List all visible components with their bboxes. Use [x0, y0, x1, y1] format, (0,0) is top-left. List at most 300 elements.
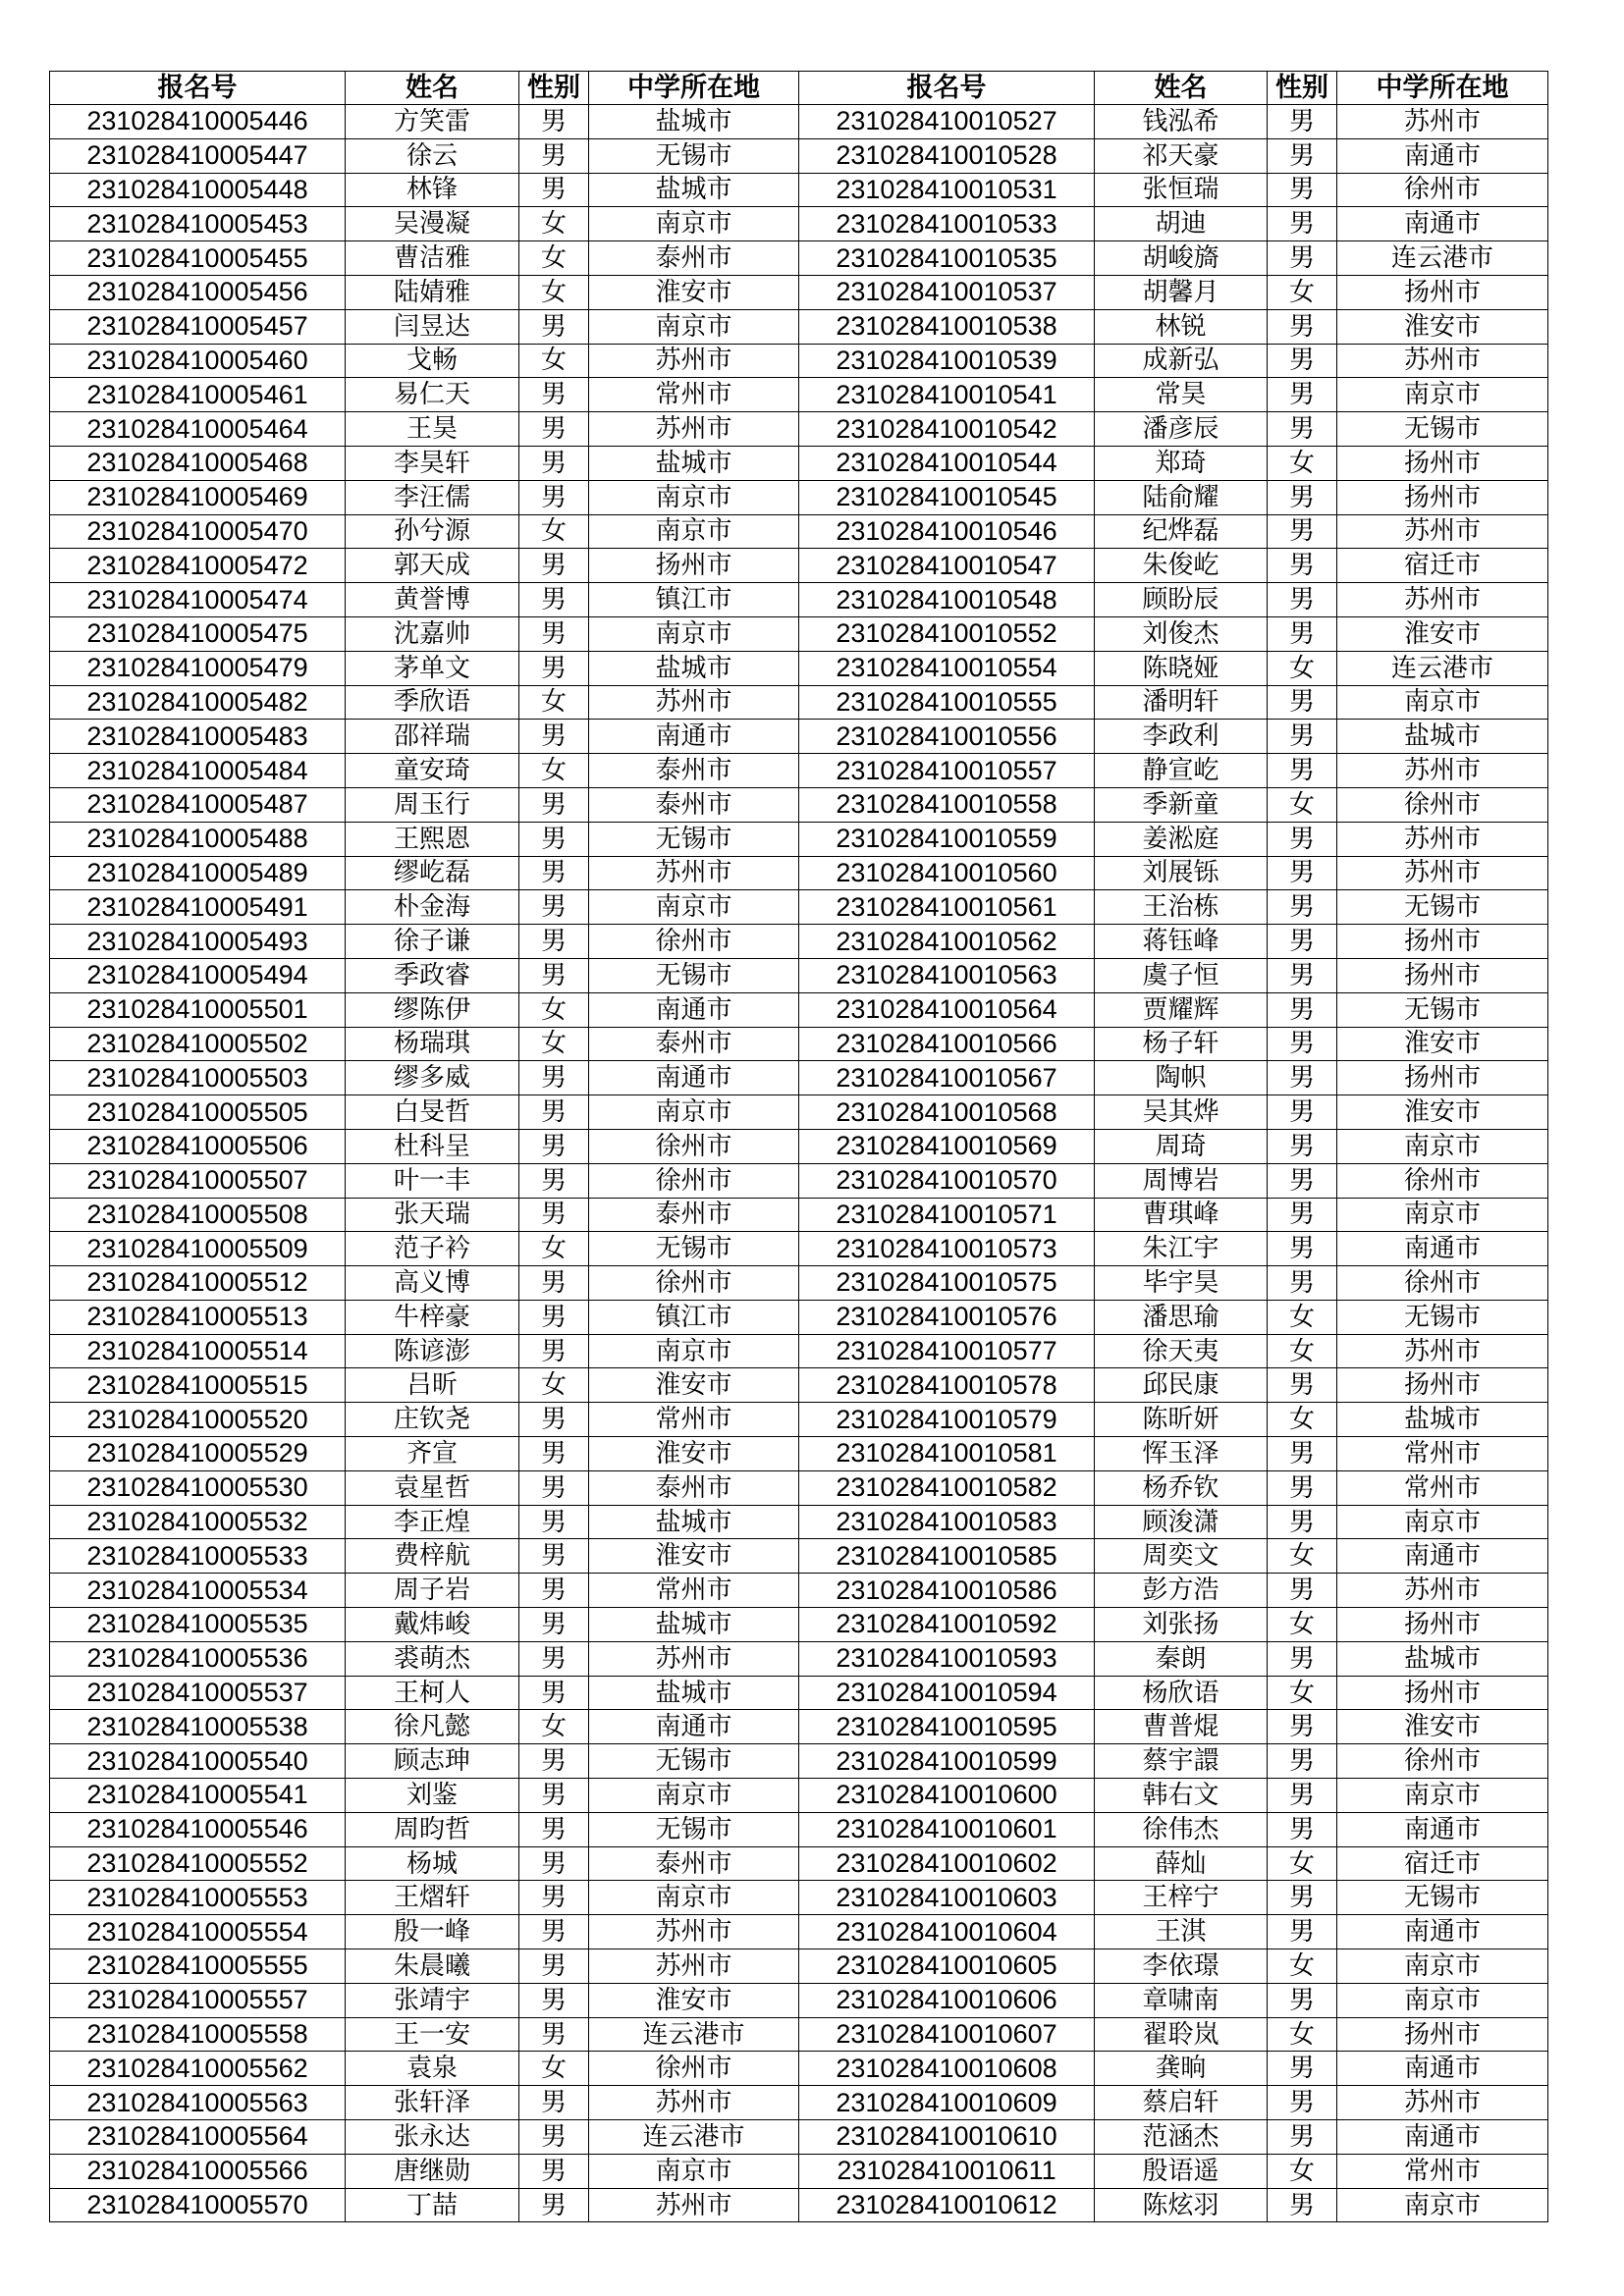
cell-id: 231028410005448: [50, 173, 346, 207]
table-row: [50, 207, 1548, 241]
cell-name: 龚晌: [1095, 2052, 1268, 2086]
cell-gender: 男: [519, 2120, 589, 2155]
cell-id: 231028410010581: [799, 1437, 1095, 1471]
cell-gender: 男: [1268, 1779, 1337, 1813]
cell-school-location: 徐州市: [1337, 1163, 1548, 1198]
cell-id: 231028410010566: [799, 1027, 1095, 1061]
cell-name: 张天瑞: [346, 1198, 519, 1232]
cell-name: 戴炜峻: [346, 1608, 519, 1642]
cell-school-location: 南通市: [1337, 2120, 1548, 2155]
cell-name: 周奕文: [1095, 1539, 1268, 1574]
cell-gender: 男: [1268, 1198, 1337, 1232]
cell-name: 王梓宁: [1095, 1881, 1268, 1915]
roster-table: [49, 71, 1548, 2222]
table-row: [50, 1505, 1548, 1539]
cell-school-location: 南通市: [589, 992, 799, 1027]
cell-gender: 男: [1268, 992, 1337, 1027]
cell-gender: 男: [519, 309, 589, 344]
header-name: 姓名: [1095, 72, 1268, 105]
cell-id: 231028410005482: [50, 685, 346, 720]
cell-gender: 女: [519, 754, 589, 788]
cell-school-location: 宿迁市: [1337, 1846, 1548, 1881]
cell-id: 231028410005453: [50, 207, 346, 241]
cell-gender: 男: [519, 787, 589, 822]
cell-id: 231028410005472: [50, 549, 346, 583]
table-row: [50, 1334, 1548, 1368]
cell-school-location: 苏州市: [589, 1949, 799, 1984]
cell-gender: 男: [1268, 1266, 1337, 1301]
cell-school-location: 南京市: [1337, 378, 1548, 412]
cell-id: 231028410005530: [50, 1470, 346, 1505]
cell-id: 231028410005474: [50, 583, 346, 617]
cell-name: 张恒瑞: [1095, 173, 1268, 207]
cell-school-location: 扬州市: [1337, 958, 1548, 992]
cell-name: 周子岩: [346, 1574, 519, 1608]
cell-gender: 男: [1268, 1641, 1337, 1676]
cell-name: 陆婧雅: [346, 275, 519, 309]
cell-id: 231028410005506: [50, 1129, 346, 1163]
cell-id: 231028410005570: [50, 2188, 346, 2222]
cell-id: 231028410005505: [50, 1095, 346, 1130]
cell-name: 杨欣语: [1095, 1676, 1268, 1710]
cell-gender: 男: [519, 412, 589, 447]
cell-school-location: 苏州市: [1337, 514, 1548, 549]
cell-school-location: 镇江市: [589, 583, 799, 617]
cell-id: 231028410010592: [799, 1608, 1095, 1642]
cell-name: 杨城: [346, 1846, 519, 1881]
cell-school-location: 连云港市: [589, 2017, 799, 2052]
cell-school-location: 南通市: [1337, 1812, 1548, 1846]
cell-gender: 男: [1268, 616, 1337, 651]
cell-name: 白旻哲: [346, 1095, 519, 1130]
cell-id: 231028410010571: [799, 1198, 1095, 1232]
cell-name: 王柯人: [346, 1676, 519, 1710]
cell-name: 张轩泽: [346, 2086, 519, 2120]
cell-school-location: 苏州市: [589, 344, 799, 378]
cell-gender: 男: [519, 651, 589, 685]
cell-school-location: 盐城市: [589, 173, 799, 207]
cell-gender: 女: [1268, 275, 1337, 309]
cell-school-location: 南京市: [1337, 1983, 1548, 2017]
cell-name: 牛梓豪: [346, 1300, 519, 1334]
cell-id: 231028410010608: [799, 2052, 1095, 2086]
cell-gender: 男: [519, 1744, 589, 1779]
cell-id: 231028410005455: [50, 241, 346, 276]
cell-id: 231028410010578: [799, 1368, 1095, 1403]
cell-id: 231028410010611: [799, 2154, 1095, 2188]
cell-gender: 男: [519, 1846, 589, 1881]
table-row: [50, 992, 1548, 1027]
cell-school-location: 南京市: [1337, 2188, 1548, 2222]
cell-school-location: 徐州市: [1337, 1744, 1548, 1779]
cell-id: 231028410010583: [799, 1505, 1095, 1539]
cell-gender: 男: [1268, 514, 1337, 549]
cell-id: 231028410010577: [799, 1334, 1095, 1368]
cell-gender: 女: [519, 1368, 589, 1403]
cell-school-location: 无锡市: [589, 1232, 799, 1266]
cell-school-location: 苏州市: [589, 412, 799, 447]
cell-gender: 男: [519, 1676, 589, 1710]
cell-name: 裘萌杰: [346, 1641, 519, 1676]
cell-name: 蒋钰峰: [1095, 925, 1268, 959]
cell-school-location: 徐州市: [589, 925, 799, 959]
cell-gender: 男: [1268, 105, 1337, 139]
cell-id: 231028410010544: [799, 446, 1095, 480]
cell-school-location: 徐州市: [589, 2052, 799, 2086]
cell-school-location: 泰州市: [589, 1470, 799, 1505]
cell-gender: 女: [519, 514, 589, 549]
cell-id: 231028410010599: [799, 1744, 1095, 1779]
cell-school-location: 苏州市: [1337, 344, 1548, 378]
cell-id: 231028410005483: [50, 720, 346, 754]
cell-name: 陈炫羽: [1095, 2188, 1268, 2222]
cell-id: 231028410010600: [799, 1779, 1095, 1813]
cell-gender: 男: [519, 1505, 589, 1539]
cell-gender: 男: [519, 616, 589, 651]
cell-gender: 女: [519, 241, 589, 276]
cell-name: 吴其烨: [1095, 1095, 1268, 1130]
cell-school-location: 盐城市: [589, 446, 799, 480]
cell-school-location: 扬州市: [1337, 2017, 1548, 2052]
header-gender: 性别: [519, 72, 589, 105]
cell-id: 231028410010561: [799, 890, 1095, 925]
cell-id: 231028410010547: [799, 549, 1095, 583]
cell-id: 231028410005557: [50, 1983, 346, 2017]
cell-name: 孙兮源: [346, 514, 519, 549]
cell-gender: 男: [1268, 378, 1337, 412]
cell-school-location: 淮安市: [589, 1983, 799, 2017]
cell-school-location: 南京市: [589, 1095, 799, 1130]
cell-id: 231028410005541: [50, 1779, 346, 1813]
table-row: [50, 514, 1548, 549]
cell-gender: 男: [519, 1403, 589, 1437]
cell-name: 刘俊杰: [1095, 616, 1268, 651]
table-row: [50, 1470, 1548, 1505]
cell-id: 231028410005512: [50, 1266, 346, 1301]
cell-id: 231028410005488: [50, 822, 346, 856]
cell-school-location: 南通市: [589, 1061, 799, 1095]
cell-school-location: 泰州市: [589, 787, 799, 822]
cell-id: 231028410010612: [799, 2188, 1095, 2222]
cell-gender: 男: [1268, 1744, 1337, 1779]
cell-school-location: 淮安市: [1337, 616, 1548, 651]
cell-id: 231028410005564: [50, 2120, 346, 2155]
cell-gender: 男: [1268, 685, 1337, 720]
cell-id: 231028410005457: [50, 309, 346, 344]
cell-school-location: 常州市: [589, 1574, 799, 1608]
cell-id: 231028410010579: [799, 1403, 1095, 1437]
cell-id: 231028410005508: [50, 1198, 346, 1232]
cell-school-location: 南京市: [1337, 1129, 1548, 1163]
cell-school-location: 南京市: [1337, 685, 1548, 720]
table-row: [50, 2017, 1548, 2052]
cell-gender: 男: [1268, 2188, 1337, 2222]
cell-name: 茅单文: [346, 651, 519, 685]
cell-gender: 男: [519, 446, 589, 480]
cell-name: 缪屹磊: [346, 856, 519, 890]
cell-gender: 男: [519, 925, 589, 959]
cell-name: 杨子轩: [1095, 1027, 1268, 1061]
table-row: [50, 549, 1548, 583]
table-row: [50, 1641, 1548, 1676]
cell-name: 方笑雷: [346, 105, 519, 139]
cell-gender: 男: [519, 1641, 589, 1676]
cell-id: 231028410005475: [50, 616, 346, 651]
cell-school-location: 南通市: [1337, 1232, 1548, 1266]
cell-id: 231028410005460: [50, 344, 346, 378]
cell-gender: 男: [519, 1129, 589, 1163]
cell-school-location: 苏州市: [1337, 2086, 1548, 2120]
cell-id: 231028410005515: [50, 1368, 346, 1403]
cell-name: 蔡启轩: [1095, 2086, 1268, 2120]
cell-gender: 女: [519, 992, 589, 1027]
cell-gender: 男: [1268, 720, 1337, 754]
cell-name: 邵祥瑞: [346, 720, 519, 754]
cell-gender: 男: [1268, 1470, 1337, 1505]
cell-school-location: 无锡市: [589, 958, 799, 992]
cell-school-location: 苏州市: [589, 1641, 799, 1676]
cell-school-location: 淮安市: [1337, 1710, 1548, 1744]
cell-gender: 女: [519, 344, 589, 378]
cell-gender: 男: [519, 1949, 589, 1984]
table-row: [50, 1915, 1548, 1949]
cell-id: 231028410005553: [50, 1881, 346, 1915]
cell-name: 童安琦: [346, 754, 519, 788]
cell-id: 231028410005464: [50, 412, 346, 447]
cell-id: 231028410005555: [50, 1949, 346, 1984]
cell-gender: 女: [519, 275, 589, 309]
cell-gender: 男: [1268, 925, 1337, 959]
table-row: [50, 1266, 1548, 1301]
cell-name: 徐子谦: [346, 925, 519, 959]
cell-school-location: 淮安市: [589, 275, 799, 309]
cell-gender: 男: [519, 105, 589, 139]
cell-school-location: 苏州市: [589, 685, 799, 720]
cell-name: 曹琪峰: [1095, 1198, 1268, 1232]
cell-id: 231028410005534: [50, 1574, 346, 1608]
cell-school-location: 盐城市: [1337, 720, 1548, 754]
cell-id: 231028410005513: [50, 1300, 346, 1334]
cell-name: 易仁天: [346, 378, 519, 412]
cell-name: 蔡宇譞: [1095, 1744, 1268, 1779]
cell-gender: 男: [519, 1061, 589, 1095]
table-row: [50, 787, 1548, 822]
cell-id: 231028410010560: [799, 856, 1095, 890]
cell-school-location: 泰州市: [589, 1027, 799, 1061]
table-row: [50, 2120, 1548, 2155]
cell-school-location: 盐城市: [1337, 1403, 1548, 1437]
cell-gender: 男: [519, 1266, 589, 1301]
cell-id: 231028410005456: [50, 275, 346, 309]
cell-id: 231028410010527: [799, 105, 1095, 139]
cell-school-location: 无锡市: [589, 1812, 799, 1846]
cell-id: 231028410010601: [799, 1812, 1095, 1846]
table-row: [50, 309, 1548, 344]
table-row: [50, 1437, 1548, 1471]
cell-name: 顾志珅: [346, 1744, 519, 1779]
cell-id: 231028410010538: [799, 309, 1095, 344]
cell-gender: 男: [1268, 480, 1337, 514]
cell-school-location: 南通市: [1337, 1539, 1548, 1574]
cell-school-location: 徐州市: [589, 1266, 799, 1301]
cell-id: 231028410010568: [799, 1095, 1095, 1130]
cell-gender: 男: [1268, 1881, 1337, 1915]
cell-id: 231028410010595: [799, 1710, 1095, 1744]
cell-gender: 男: [1268, 583, 1337, 617]
cell-school-location: 徐州市: [589, 1129, 799, 1163]
cell-school-location: 南通市: [1337, 207, 1548, 241]
cell-school-location: 盐城市: [589, 1505, 799, 1539]
table-row: [50, 480, 1548, 514]
cell-gender: 男: [519, 890, 589, 925]
cell-name: 袁星哲: [346, 1470, 519, 1505]
cell-name: 王熙恩: [346, 822, 519, 856]
cell-id: 231028410005566: [50, 2154, 346, 2188]
cell-gender: 男: [1268, 2052, 1337, 2086]
cell-gender: 男: [1268, 549, 1337, 583]
cell-id: 231028410005503: [50, 1061, 346, 1095]
cell-gender: 男: [1268, 1368, 1337, 1403]
table-row: [50, 1676, 1548, 1710]
cell-school-location: 南京市: [589, 890, 799, 925]
cell-gender: 男: [1268, 1505, 1337, 1539]
cell-id: 231028410005447: [50, 138, 346, 173]
cell-school-location: 南京市: [589, 309, 799, 344]
cell-gender: 男: [519, 378, 589, 412]
cell-gender: 男: [1268, 1574, 1337, 1608]
cell-name: 王熠轩: [346, 1881, 519, 1915]
cell-name: 纪烨磊: [1095, 514, 1268, 549]
cell-gender: 男: [1268, 309, 1337, 344]
cell-id: 231028410005470: [50, 514, 346, 549]
cell-id: 231028410005536: [50, 1641, 346, 1676]
cell-id: 231028410005489: [50, 856, 346, 890]
cell-id: 231028410010562: [799, 925, 1095, 959]
cell-name: 高义博: [346, 1266, 519, 1301]
cell-id: 231028410010556: [799, 720, 1095, 754]
cell-gender: 男: [519, 856, 589, 890]
cell-gender: 男: [1268, 958, 1337, 992]
cell-id: 231028410010602: [799, 1846, 1095, 1881]
cell-name: 钱泓希: [1095, 105, 1268, 139]
table-row: [50, 1061, 1548, 1095]
cell-id: 231028410010537: [799, 275, 1095, 309]
cell-name: 韩右文: [1095, 1779, 1268, 1813]
cell-gender: 男: [519, 1881, 589, 1915]
cell-gender: 男: [519, 1812, 589, 1846]
cell-gender: 男: [519, 138, 589, 173]
cell-id: 231028410010557: [799, 754, 1095, 788]
cell-gender: 男: [1268, 1027, 1337, 1061]
cell-name: 薛灿: [1095, 1846, 1268, 1881]
cell-gender: 男: [519, 549, 589, 583]
cell-gender: 男: [1268, 1095, 1337, 1130]
cell-school-location: 常州市: [589, 378, 799, 412]
cell-name: 徐天夷: [1095, 1334, 1268, 1368]
cell-id: 231028410005502: [50, 1027, 346, 1061]
cell-school-location: 盐城市: [589, 651, 799, 685]
cell-name: 李昊轩: [346, 446, 519, 480]
cell-name: 张靖宇: [346, 1983, 519, 2017]
cell-gender: 男: [519, 2154, 589, 2188]
cell-id: 231028410010548: [799, 583, 1095, 617]
cell-school-location: 南通市: [589, 720, 799, 754]
table-row: [50, 822, 1548, 856]
cell-name: 李政利: [1095, 720, 1268, 754]
cell-id: 231028410005484: [50, 754, 346, 788]
cell-school-location: 无锡市: [589, 138, 799, 173]
table-row: [50, 651, 1548, 685]
cell-name: 朱江宇: [1095, 1232, 1268, 1266]
cell-gender: 女: [519, 685, 589, 720]
cell-gender: 男: [519, 1198, 589, 1232]
cell-gender: 男: [1268, 241, 1337, 276]
table-row: [50, 2188, 1548, 2222]
cell-gender: 男: [519, 480, 589, 514]
cell-name: 齐宣: [346, 1437, 519, 1471]
cell-gender: 男: [519, 2017, 589, 2052]
cell-gender: 女: [1268, 1334, 1337, 1368]
cell-name: 缪多威: [346, 1061, 519, 1095]
cell-id: 231028410005493: [50, 925, 346, 959]
cell-name: 季政睿: [346, 958, 519, 992]
cell-name: 吕昕: [346, 1368, 519, 1403]
cell-name: 秦朗: [1095, 1641, 1268, 1676]
cell-gender: 女: [1268, 1539, 1337, 1574]
table-row: [50, 412, 1548, 447]
table-row: [50, 720, 1548, 754]
cell-school-location: 无锡市: [1337, 1300, 1548, 1334]
cell-gender: 男: [519, 2086, 589, 2120]
cell-school-location: 南京市: [589, 2154, 799, 2188]
table-row: [50, 890, 1548, 925]
table-row: [50, 1881, 1548, 1915]
cell-school-location: 常州市: [1337, 1437, 1548, 1471]
cell-school-location: 苏州市: [1337, 105, 1548, 139]
cell-id: 231028410010609: [799, 2086, 1095, 2120]
cell-name: 陶帜: [1095, 1061, 1268, 1095]
cell-gender: 男: [1268, 2120, 1337, 2155]
table-row: [50, 1710, 1548, 1744]
header-school-location: 中学所在地: [1337, 72, 1548, 105]
table-row: [50, 446, 1548, 480]
cell-name: 祁天豪: [1095, 138, 1268, 173]
cell-gender: 女: [1268, 1403, 1337, 1437]
cell-name: 叶一丰: [346, 1163, 519, 1198]
cell-school-location: 连云港市: [589, 2120, 799, 2155]
table-row: [50, 1812, 1548, 1846]
cell-name: 潘思瑜: [1095, 1300, 1268, 1334]
cell-school-location: 盐城市: [589, 1608, 799, 1642]
table-row: [50, 958, 1548, 992]
cell-id: 231028410005469: [50, 480, 346, 514]
cell-name: 季新童: [1095, 787, 1268, 822]
cell-name: 刘展铄: [1095, 856, 1268, 890]
cell-school-location: 苏州市: [589, 1915, 799, 1949]
cell-school-location: 南京市: [589, 1334, 799, 1368]
cell-school-location: 南京市: [589, 514, 799, 549]
table-row: [50, 1232, 1548, 1266]
table-row: [50, 1198, 1548, 1232]
cell-school-location: 苏州市: [1337, 1574, 1548, 1608]
cell-name: 沈嘉帅: [346, 616, 519, 651]
cell-school-location: 南通市: [1337, 1915, 1548, 1949]
cell-gender: 男: [1268, 1163, 1337, 1198]
cell-id: 231028410010552: [799, 616, 1095, 651]
table-row: [50, 138, 1548, 173]
cell-name: 郭天成: [346, 549, 519, 583]
cell-id: 231028410005501: [50, 992, 346, 1027]
